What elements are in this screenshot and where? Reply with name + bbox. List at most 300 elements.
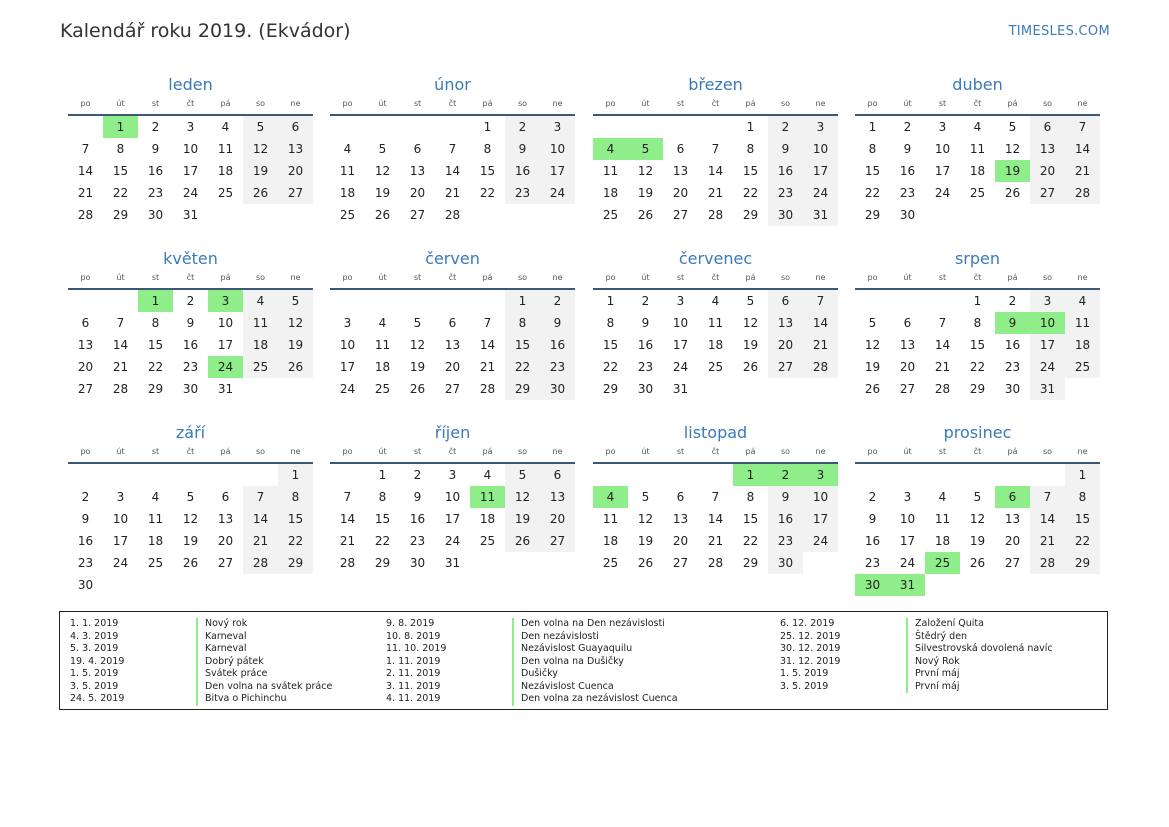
empty-cell (173, 464, 208, 486)
day-cell: 30 (637, 382, 654, 396)
day-cell: 8 (746, 142, 755, 156)
day-cell: 14 (1065, 138, 1100, 160)
page-title: Kalendář roku 2019. (Ekvádor) (60, 20, 351, 42)
days-grid (855, 464, 1100, 596)
holiday-date: 25. 12. 2019 (780, 630, 841, 642)
holiday-date: 4. 3. 2019 (70, 630, 119, 642)
day-cell: 20 (672, 534, 689, 548)
empty-cell (925, 464, 960, 486)
day-cell: 22 (479, 186, 496, 200)
weekday-label: út (641, 273, 650, 282)
day-cell: 30 (899, 208, 916, 222)
holiday-date: 4. 11. 2019 (386, 693, 441, 704)
day-cell: 9 (81, 512, 90, 526)
day-cell: 18 (479, 512, 496, 526)
empty-cell (103, 290, 138, 312)
weekday-label: ne (290, 447, 301, 456)
weekday-header (68, 446, 313, 464)
weekday-label: ne (815, 99, 826, 108)
holiday-date: 1. 5. 2019 (780, 668, 829, 679)
weekday-label: so (780, 273, 791, 282)
day-cell: 15 (602, 338, 619, 352)
month-říjen (330, 420, 575, 574)
day-cell: 3 (186, 120, 195, 134)
day-cell: 22 (602, 360, 619, 374)
day-cell: 14 (479, 338, 496, 352)
day-cell: 6 (278, 116, 313, 138)
day-cell: 5 (868, 316, 877, 330)
day-cell: 29 (742, 556, 759, 570)
day-cell: 27 (768, 356, 803, 378)
weekday-label: pá (220, 447, 231, 456)
day-cell: 17 (1030, 334, 1065, 356)
empty-cell (890, 464, 925, 486)
weekday-label: pá (220, 99, 231, 108)
legend-row (386, 643, 686, 656)
weekday-label: pá (482, 273, 493, 282)
day-cell: 24 (444, 534, 461, 548)
day-cell: 20 (899, 360, 916, 374)
weekday-label: pá (745, 99, 756, 108)
empty-cell (68, 290, 103, 312)
day-cell: 29 (1065, 552, 1100, 574)
day-cell: 1 (505, 290, 540, 312)
holiday-name: Bitva o Pichinchu (196, 693, 287, 706)
day-cell: 4 (938, 490, 947, 504)
holiday-day-cell: 5 (628, 138, 663, 160)
days-grid (330, 290, 575, 400)
weekday-label: po (342, 447, 353, 456)
days-grid (855, 290, 1100, 400)
empty-cell (593, 116, 628, 138)
month-name: červen (425, 249, 480, 268)
holiday-day-cell: 4 (593, 138, 628, 160)
day-cell: 18 (147, 534, 164, 548)
weekday-label: pá (1007, 447, 1018, 456)
day-cell: 18 (243, 334, 278, 356)
weekday-header (855, 272, 1100, 290)
weekday-header (330, 446, 575, 464)
days-grid (330, 116, 575, 226)
weekday-label: čt (711, 273, 720, 282)
day-cell: 16 (899, 164, 916, 178)
weekday-header (855, 98, 1100, 116)
day-cell: 31 (672, 382, 689, 396)
day-cell: 16 (147, 164, 164, 178)
holiday-name: Dušičky (512, 668, 558, 681)
day-cell: 7 (711, 142, 720, 156)
holiday-date: 9. 8. 2019 (386, 618, 435, 629)
day-cell: 12 (969, 512, 986, 526)
weekday-label: út (903, 273, 912, 282)
day-cell: 11 (339, 164, 356, 178)
day-cell: 7 (711, 490, 720, 504)
weekday-label: pá (745, 447, 756, 456)
legend-row (386, 681, 686, 694)
day-cell: 19 (278, 334, 313, 356)
day-cell: 10 (803, 138, 838, 160)
weekday-label: st (938, 273, 947, 282)
weekday-label: čt (186, 273, 195, 282)
weekday-label: so (1042, 447, 1053, 456)
weekday-label: so (255, 99, 266, 108)
empty-cell (400, 290, 435, 312)
month-květen (68, 246, 313, 400)
month-name: prosinec (943, 423, 1012, 442)
day-cell: 21 (934, 360, 951, 374)
holiday-day-cell: 1 (103, 116, 138, 138)
day-cell: 23 (768, 530, 803, 552)
day-cell: 15 (742, 164, 759, 178)
day-cell: 14 (444, 164, 461, 178)
day-cell: 8 (483, 142, 492, 156)
weekday-header (68, 272, 313, 290)
day-cell: 4 (343, 142, 352, 156)
day-cell: 14 (803, 312, 838, 334)
day-cell: 17 (339, 360, 356, 374)
day-cell: 10 (803, 486, 838, 508)
holiday-name: Nezávislost Cuenca (512, 681, 614, 694)
day-cell: 31 (1030, 378, 1065, 400)
day-cell: 11 (1065, 312, 1100, 334)
holiday-date: 3. 11. 2019 (386, 680, 441, 692)
weekday-label: čt (186, 447, 195, 456)
empty-cell (435, 116, 470, 138)
day-cell: 22 (864, 186, 881, 200)
weekday-label: čt (186, 99, 195, 108)
holiday-name: Nový rok (196, 618, 247, 631)
weekday-label: ne (815, 447, 826, 456)
brand-link[interactable]: TIMESLES.COM (1008, 24, 1110, 39)
holiday-day-cell: 1 (138, 290, 173, 312)
day-cell: 23 (182, 360, 199, 374)
legend-row (70, 618, 370, 631)
day-cell: 26 (969, 556, 986, 570)
day-cell: 1 (278, 464, 313, 486)
legend-row (780, 631, 1080, 644)
weekday-label: st (938, 99, 947, 108)
empty-cell (138, 464, 173, 486)
empty-cell (855, 464, 890, 486)
day-cell: 18 (707, 338, 724, 352)
day-cell: 1 (868, 120, 877, 134)
weekday-label: so (1042, 99, 1053, 108)
day-cell: 3 (1030, 290, 1065, 312)
month-name: září (175, 423, 206, 442)
day-cell: 16 (505, 160, 540, 182)
month-prosinec (855, 420, 1100, 596)
legend-row (386, 618, 686, 631)
holiday-date: 19. 4. 2019 (70, 655, 125, 667)
legend-row (780, 668, 1080, 681)
day-cell: 9 (540, 312, 575, 334)
day-cell: 22 (112, 186, 129, 200)
holiday-day-cell: 9 (995, 312, 1030, 334)
day-cell: 13 (768, 312, 803, 334)
day-cell: 4 (711, 294, 720, 308)
day-cell: 4 (243, 290, 278, 312)
day-cell: 17 (444, 512, 461, 526)
holiday-name: Den volna za nezávislost Cuenca (512, 693, 678, 706)
holiday-day-cell: 1 (733, 464, 768, 486)
holiday-date: 3. 5. 2019 (70, 680, 119, 692)
holiday-date: 1. 1. 2019 (70, 618, 119, 629)
month-červenec (593, 246, 838, 400)
day-cell: 14 (934, 338, 951, 352)
day-cell: 14 (112, 338, 129, 352)
day-cell: 5 (413, 316, 422, 330)
day-cell: 13 (672, 164, 689, 178)
weekday-label: pá (1007, 273, 1018, 282)
day-cell: 28 (479, 382, 496, 396)
day-cell: 24 (112, 556, 129, 570)
day-cell: 13 (409, 164, 426, 178)
day-cell: 4 (1065, 290, 1100, 312)
weekday-label: út (116, 273, 125, 282)
holiday-name: Den volna na Den nezávislosti (512, 618, 665, 631)
weekday-label: čt (448, 447, 457, 456)
day-cell: 27 (1030, 182, 1065, 204)
day-cell: 24 (803, 182, 838, 204)
day-cell: 21 (479, 360, 496, 374)
legend-row (780, 618, 1080, 631)
month-name: březen (688, 75, 743, 94)
day-cell: 19 (409, 360, 426, 374)
month-listopad (593, 420, 838, 574)
day-cell: 9 (186, 316, 195, 330)
day-cell: 18 (217, 164, 234, 178)
day-cell: 22 (742, 534, 759, 548)
day-cell: 10 (934, 142, 951, 156)
day-cell: 16 (409, 512, 426, 526)
legend-row (70, 681, 370, 694)
day-cell: 27 (899, 382, 916, 396)
day-cell: 23 (899, 186, 916, 200)
day-cell: 21 (243, 530, 278, 552)
legend-row (70, 693, 370, 706)
day-cell: 25 (707, 360, 724, 374)
day-cell: 4 (483, 468, 492, 482)
day-cell: 1 (606, 294, 615, 308)
day-cell: 23 (409, 534, 426, 548)
day-cell: 5 (186, 490, 195, 504)
day-cell: 6 (1030, 116, 1065, 138)
empty-cell (330, 464, 365, 486)
day-cell: 28 (77, 208, 94, 222)
day-cell: 1 (1065, 464, 1100, 486)
day-cell: 12 (864, 338, 881, 352)
weekday-label: po (867, 447, 878, 456)
day-cell: 18 (934, 534, 951, 548)
day-cell: 22 (969, 360, 986, 374)
empty-cell (68, 464, 103, 486)
day-cell: 24 (672, 360, 689, 374)
day-cell: 26 (243, 182, 278, 204)
day-cell: 2 (81, 490, 90, 504)
day-cell: 16 (1004, 338, 1021, 352)
empty-cell (470, 290, 505, 312)
month-name: říjen (434, 423, 471, 442)
day-cell: 23 (505, 182, 540, 204)
day-cell: 23 (864, 556, 881, 570)
empty-cell (243, 464, 278, 486)
day-cell: 30 (147, 208, 164, 222)
holiday-name: Den volna na Dušičky (512, 656, 624, 669)
weekday-label: čt (711, 99, 720, 108)
weekday-label: so (1042, 273, 1053, 282)
day-cell: 20 (768, 334, 803, 356)
legend-row (386, 668, 686, 681)
weekday-label: ne (552, 273, 563, 282)
weekday-label: so (517, 447, 528, 456)
day-cell: 19 (969, 534, 986, 548)
empty-cell (628, 116, 663, 138)
day-cell: 13 (217, 512, 234, 526)
day-cell: 22 (278, 530, 313, 552)
weekday-label: po (342, 99, 353, 108)
holiday-name: Založení Quita (906, 618, 984, 631)
day-cell: 18 (969, 164, 986, 178)
holiday-date: 6. 12. 2019 (780, 618, 835, 629)
day-cell: 11 (934, 512, 951, 526)
legend-row (386, 631, 686, 644)
day-cell: 8 (746, 490, 755, 504)
day-cell: 30 (409, 556, 426, 570)
day-cell: 14 (77, 164, 94, 178)
day-cell: 10 (217, 316, 234, 330)
holiday-date: 3. 5. 2019 (780, 680, 829, 692)
day-cell: 9 (768, 138, 803, 160)
holiday-day-cell: 6 (995, 486, 1030, 508)
day-cell: 5 (505, 464, 540, 486)
day-cell: 10 (444, 490, 461, 504)
day-cell: 15 (1065, 508, 1100, 530)
day-cell: 18 (374, 360, 391, 374)
weekday-label: ne (552, 99, 563, 108)
day-cell: 13 (278, 138, 313, 160)
day-cell: 10 (182, 142, 199, 156)
day-cell: 2 (768, 116, 803, 138)
day-cell: 27 (672, 208, 689, 222)
day-cell: 2 (505, 116, 540, 138)
holiday-date: 11. 10. 2019 (386, 643, 447, 654)
day-cell: 11 (217, 142, 234, 156)
day-cell: 15 (479, 164, 496, 178)
month-duben (855, 72, 1100, 226)
day-cell: 19 (374, 186, 391, 200)
day-cell: 22 (1065, 530, 1100, 552)
day-cell: 29 (147, 382, 164, 396)
day-cell: 29 (374, 556, 391, 570)
days-grid (68, 464, 313, 596)
day-cell: 29 (742, 208, 759, 222)
day-cell: 23 (1004, 360, 1021, 374)
legend-row (70, 643, 370, 656)
empty-cell (68, 116, 103, 138)
day-cell: 16 (77, 534, 94, 548)
day-cell: 26 (742, 360, 759, 374)
day-cell: 15 (112, 164, 129, 178)
day-cell: 12 (1004, 142, 1021, 156)
day-cell: 4 (378, 316, 387, 330)
day-cell: 1 (483, 120, 492, 134)
day-cell: 28 (112, 382, 129, 396)
day-cell: 6 (448, 316, 457, 330)
weekday-label: so (780, 447, 791, 456)
day-cell: 26 (637, 556, 654, 570)
day-cell: 23 (540, 356, 575, 378)
weekday-label: út (903, 99, 912, 108)
weekday-label: ne (815, 273, 826, 282)
weekday-header (593, 446, 838, 464)
empty-cell (995, 464, 1030, 486)
day-cell: 24 (339, 382, 356, 396)
day-cell: 13 (77, 338, 94, 352)
weekday-label: út (641, 447, 650, 456)
day-cell: 17 (182, 164, 199, 178)
day-cell: 2 (641, 294, 650, 308)
day-cell: 31 (217, 382, 234, 396)
day-cell: 19 (637, 186, 654, 200)
day-cell: 9 (868, 512, 877, 526)
holiday-name: Silvestrovská dovolená navíc (906, 643, 1053, 656)
weekday-label: st (413, 273, 422, 282)
empty-cell (925, 290, 960, 312)
weekday-label: po (80, 99, 91, 108)
day-cell: 24 (182, 186, 199, 200)
day-cell: 23 (768, 182, 803, 204)
day-cell: 22 (505, 356, 540, 378)
day-cell: 11 (243, 312, 278, 334)
weekday-header (593, 272, 838, 290)
day-cell: 9 (641, 316, 650, 330)
day-cell: 24 (540, 182, 575, 204)
day-cell: 16 (864, 534, 881, 548)
weekday-label: st (938, 447, 947, 456)
weekday-label: út (378, 99, 387, 108)
day-cell: 26 (182, 556, 199, 570)
day-cell: 11 (602, 164, 619, 178)
day-cell: 2 (1008, 294, 1017, 308)
holiday-day-cell: 3 (208, 290, 243, 312)
days-grid (593, 290, 838, 400)
day-cell: 21 (1065, 160, 1100, 182)
month-name: leden (168, 75, 213, 94)
day-cell: 25 (217, 186, 234, 200)
day-cell: 3 (903, 490, 912, 504)
day-cell: 6 (903, 316, 912, 330)
day-cell: 2 (903, 120, 912, 134)
weekday-label: po (80, 273, 91, 282)
day-cell: 26 (278, 356, 313, 378)
holiday-name: Nový Rok (906, 656, 960, 669)
day-cell: 2 (413, 468, 422, 482)
day-cell: 12 (742, 316, 759, 330)
holiday-day-cell: 25 (925, 552, 960, 574)
days-grid (68, 290, 313, 400)
day-cell: 25 (339, 208, 356, 222)
weekday-header (330, 98, 575, 116)
day-cell: 1 (378, 468, 387, 482)
day-cell: 6 (676, 142, 685, 156)
day-cell: 27 (540, 530, 575, 552)
day-cell: 13 (444, 338, 461, 352)
day-cell: 30 (768, 204, 803, 226)
weekday-label: po (605, 273, 616, 282)
days-grid (68, 116, 313, 226)
day-cell: 8 (868, 142, 877, 156)
day-cell: 16 (768, 508, 803, 530)
